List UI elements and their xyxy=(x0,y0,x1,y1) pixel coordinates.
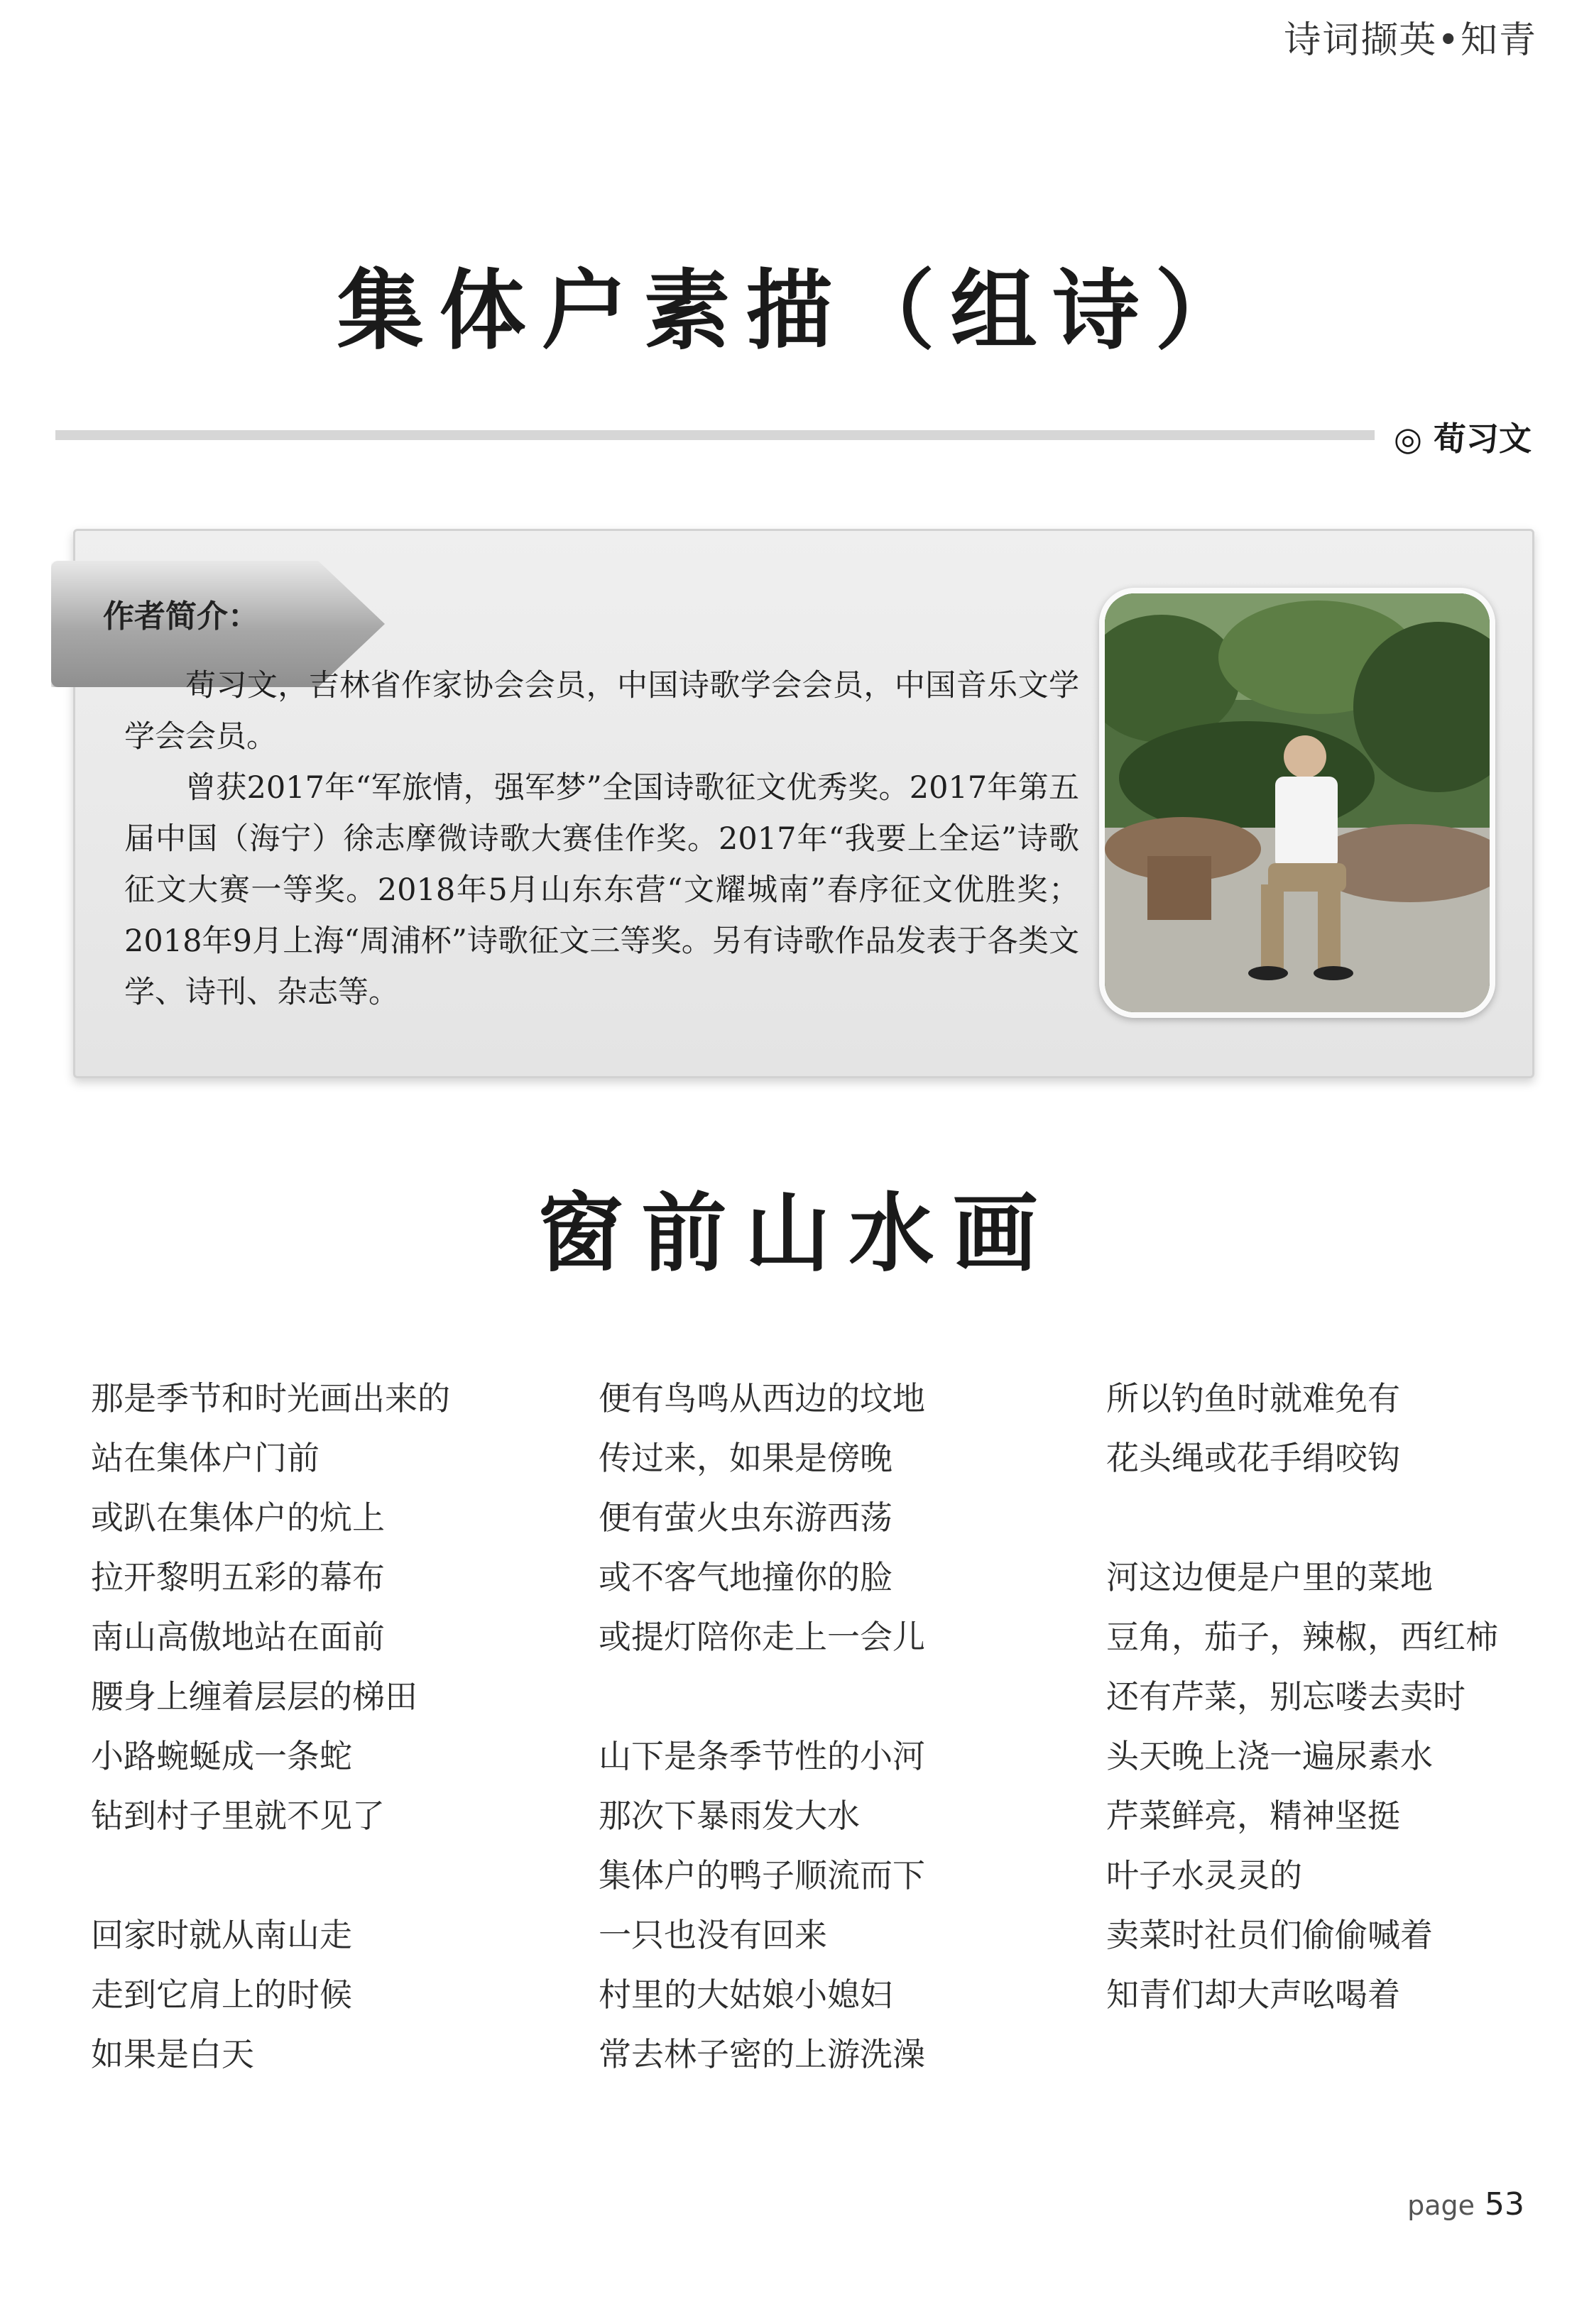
poem-title: 窗前山水画 xyxy=(537,1185,1057,1283)
title-divider xyxy=(55,430,1375,440)
poem-column xyxy=(599,1369,1067,2084)
stanza-break xyxy=(1106,1488,1575,1547)
author-bio-text xyxy=(124,660,1079,1018)
poem-line: 钻到村子里就不见了 xyxy=(91,1797,385,1835)
poem-line: 或提灯陪你走上一会儿 xyxy=(599,1618,925,1656)
poem-line: 或不客气地撞你的脸 xyxy=(599,1558,892,1596)
poem-line: 传过来，如果是傍晚 xyxy=(599,1439,892,1477)
poem-line: 站在集体户门前 xyxy=(91,1439,320,1477)
poem-line: 常去林子密的上游洗澡 xyxy=(599,2035,925,2073)
poem-line: 如果是白天 xyxy=(91,2035,254,2073)
poem-line: 便有萤火虫东游西荡 xyxy=(599,1498,892,1537)
page-title: 集体户素描（组诗） xyxy=(337,261,1257,361)
poem-line: 村里的大姑娘小媳妇 xyxy=(599,1975,892,2014)
page-number: 53 xyxy=(1485,2186,1524,2222)
page-footer xyxy=(1407,2186,1524,2222)
poem-line: 一只也没有回来 xyxy=(599,1916,827,1954)
poem-line: 走到它肩上的时候 xyxy=(91,1975,352,2014)
poem-line: 南山高傲地站在面前 xyxy=(91,1618,385,1656)
poem-line: 腰身上缠着层层的梯田 xyxy=(91,1677,417,1716)
poem-line: 河这边便是户里的菜地 xyxy=(1106,1558,1433,1596)
poem-line: 卖菜时社员们偷偷喊着 xyxy=(1106,1916,1433,1954)
poem-line: 那是季节和时光画出来的 xyxy=(91,1379,450,1418)
poem-column xyxy=(1106,1369,1575,2024)
bio-tab-label: 作者简介： xyxy=(103,598,259,635)
author-photo-illustration xyxy=(1105,593,1490,1012)
page-label: page xyxy=(1407,2190,1475,2221)
poem-line: 集体户的鸭子顺流而下 xyxy=(599,1856,925,1895)
author-photo xyxy=(1099,588,1495,1018)
poem-line: 拉开黎明五彩的幕布 xyxy=(91,1558,385,1596)
poem-line: 那次下暴雨发大水 xyxy=(599,1797,860,1835)
poem-line: 或趴在集体户的炕上 xyxy=(91,1498,385,1537)
stanza-break xyxy=(599,1667,1067,1726)
poem-line: 芹菜鲜亮，精神坚挺 xyxy=(1106,1797,1400,1835)
section-header: 诗词撷英•知青 xyxy=(1284,19,1537,62)
poem-line: 头天晚上浇一遍尿素水 xyxy=(1106,1737,1433,1775)
poem-line: 小路蜿蜒成一条蛇 xyxy=(91,1737,352,1775)
poem-line: 便有鸟鸣从西边的坟地 xyxy=(599,1379,925,1418)
bio-paragraph: 曾获2017年“军旅情，强军梦”全国诗歌征文优秀奖。2017年第五届中国（海宁）徐志摩微诗歌大赛佳作奖。2017年“我要上全运”诗歌征文大赛一等奖。2018年5月山东东营“文耀城南”春序征文优胜奖；2018年9月上海“周浦杯”诗歌征文三等奖。另有诗歌作品发表于各类文学、诗刊、杂志等。 xyxy=(124,770,1079,1010)
poem-line: 知青们却大声吆喝着 xyxy=(1106,1975,1400,2014)
bio-paragraph: 荀习文，吉林省作家协会会员，中国诗歌学会会员，中国音乐文学学会会员。 xyxy=(124,668,1079,755)
poem-line: 叶子水灵灵的 xyxy=(1106,1856,1302,1895)
poem-line: 所以钓鱼时就难免有 xyxy=(1106,1379,1400,1418)
poem-line: 回家时就从南山走 xyxy=(91,1916,352,1954)
poem-line: 豆角，茄子，辣椒，西红柿 xyxy=(1106,1618,1498,1656)
poem-line: 山下是条季节性的小河 xyxy=(599,1737,925,1775)
poem-line: 花头绳或花手绢咬钩 xyxy=(1106,1439,1400,1477)
poem-column xyxy=(91,1369,559,2084)
author-byline: ◎ 荀习文 xyxy=(1393,420,1532,458)
stanza-break xyxy=(91,1846,559,1905)
poem-line: 还有芹菜，别忘喽去卖时 xyxy=(1106,1677,1465,1716)
